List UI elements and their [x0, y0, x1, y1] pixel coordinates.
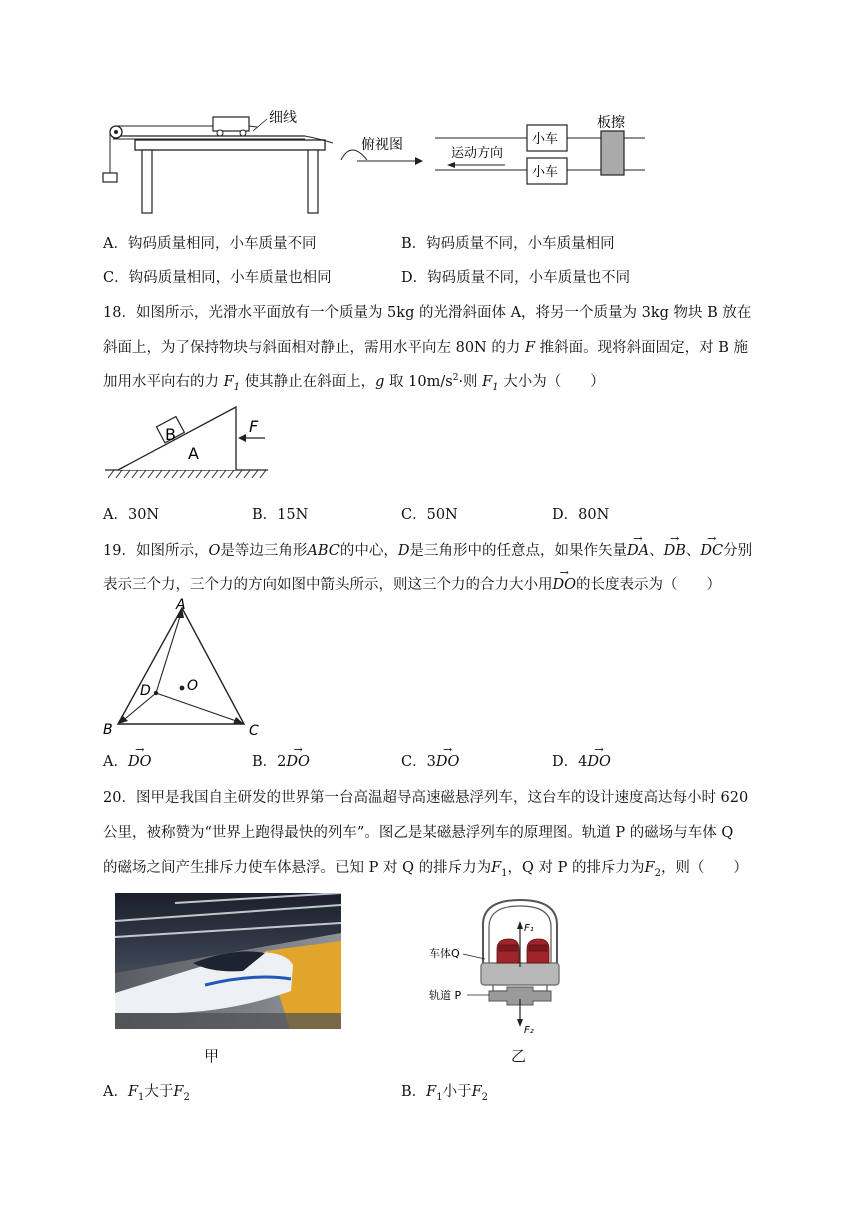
maglev-principle-diagram — [425, 895, 585, 1035]
board-eraser-label: 板擦 — [597, 115, 625, 131]
q17-option-d[interactable]: D．钩码质量不同，小车质量也不同 — [401, 270, 631, 286]
q19-option-d[interactable]: D．4→ DO — [552, 750, 611, 771]
q18-stem-line1: 18．如图所示，光滑水平面放有一个质量为 5kg 的光滑斜面体 A，将另一个质量为 3kg 物块 B 放在 — [103, 305, 752, 321]
figure-jia-caption: 甲 — [204, 1047, 220, 1065]
top-view-label: 俯视图 — [361, 137, 403, 153]
q19-stem-line1: 19．如图所示，O是等边三角形ABC的中心，D是三角形中的任意点，如果作矢量→ DA、→ DB、→ DC分别 — [103, 539, 752, 560]
vertex-c-label: C — [249, 723, 259, 739]
q20-option-b[interactable]: B．$F_1$小于$F_2$ — [401, 1084, 489, 1103]
q17-option-a[interactable]: A．钩码质量相同，小车质量不同 — [103, 236, 317, 252]
force-f-label: F — [249, 417, 259, 436]
q17-option-c[interactable]: C．钩码质量相同，小车质量也相同 — [103, 270, 332, 286]
q18-option-c[interactable]: C．50N — [401, 507, 458, 523]
figure-yi-caption: 乙 — [511, 1047, 527, 1065]
q19-triangle-figure — [100, 596, 270, 741]
q17-figure — [95, 105, 665, 220]
cart-label-2: 小车 — [532, 165, 559, 180]
q20-stem-line3: 的磁场之间产生排斥力使车体悬浮。已知 P 对 Q 的排斥力为$F_1$，Q 对 P 的排斥力为$F_2$，则（ ） — [103, 860, 748, 879]
cart-label-1: 小车 — [532, 132, 559, 147]
car-body-q-label: 车体Q — [429, 947, 460, 960]
center-o-label: O — [187, 678, 199, 694]
q20-option-a[interactable]: A．$F_1$大于$F_2$ — [103, 1084, 190, 1103]
q18-stem-line2: 斜面上，为了保持物块与斜面相对静止，需用水平向左 80N 的力 F 推斜面。现将斜面固定，对 B 施 — [103, 340, 749, 356]
q18-incline-figure — [100, 402, 275, 482]
q19-option-c[interactable]: C．3→ DO — [401, 750, 459, 771]
q17-option-b[interactable]: B．钩码质量不同，小车质量相同 — [401, 236, 615, 252]
q18-option-d[interactable]: D．80N — [552, 507, 610, 523]
track-p-label: 轨道 P — [429, 989, 462, 1002]
motion-direction-label: 运动方向 — [451, 146, 504, 161]
incline-a-label: A — [188, 444, 199, 463]
q20-stem-line2: 公里，被称赞为“世界上跑得最快的列车”。图乙是某磁悬浮列车的原理图。轨道 P 的磁场与车体 Q — [103, 825, 734, 841]
q20-stem-line1: 20．图甲是我国自主研发的世界第一台高温超导高速磁悬浮列车，这台车的设计速度高达每小时 620 — [103, 790, 749, 806]
q19-option-a[interactable]: A．→ DO — [103, 750, 152, 771]
f1-arrow-label: F₁ — [524, 923, 534, 934]
q18-stem-line3: 加用水平向右的力 $F_1$ 使其静止在斜面上，g 取 $10m/s^2\cdot$则 $F_1$ 大小为（ ） — [103, 373, 605, 393]
block-b-label: B — [165, 425, 176, 444]
vertex-b-label: B — [103, 722, 113, 738]
vertex-a-label: A — [176, 597, 186, 613]
thin-line-label: 细线 — [269, 110, 297, 126]
q18-option-b[interactable]: B．15N — [252, 507, 309, 523]
maglev-train-photo — [115, 893, 341, 1029]
f2-arrow-label: F₂ — [524, 1025, 534, 1035]
q18-option-a[interactable]: A．30N — [103, 507, 160, 523]
q19-option-b[interactable]: B．2→ DO — [252, 750, 310, 771]
q19-stem-line2: 表示三个力，三个力的方向如图中箭头所示，则这三个力的合力大小用→ DO的长度表示为（ ） — [103, 573, 721, 594]
point-d-label: D — [140, 683, 151, 699]
